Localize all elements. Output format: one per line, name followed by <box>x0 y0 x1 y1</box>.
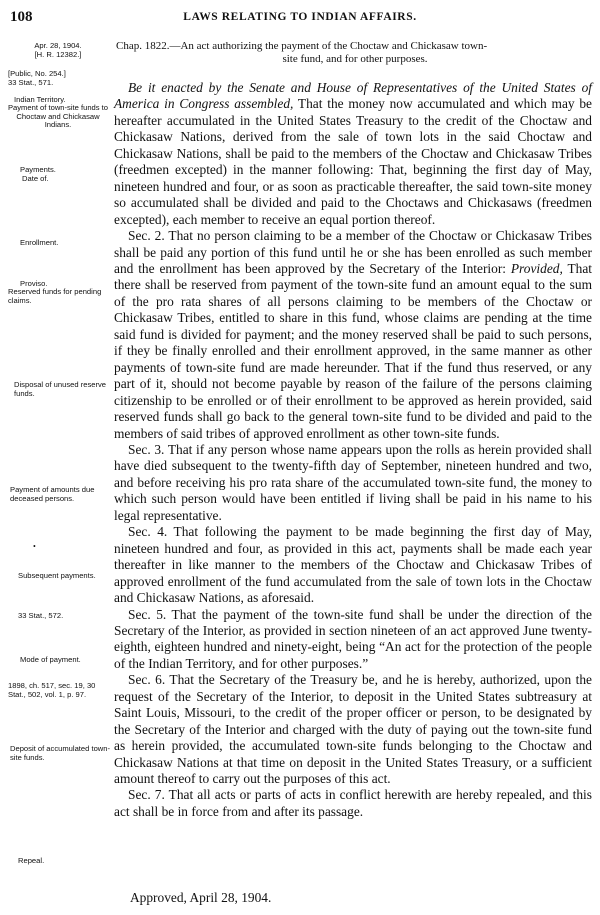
section-2-text-a: Sec. 2. That no person claiming to be a member of the Choctaw or Chickasaw Tribes shall be paid any portion of this fund until he or she has been enrolled as such member and the enrollment has been approved by the Secretary of the Interior: <box>114 228 592 276</box>
margin-stat: 33 Stat., 571. <box>8 78 54 87</box>
margin-proviso: Proviso. <box>20 279 48 288</box>
margin-citation: 1898, ch. 517, sec. 19, 30 Stat., 502, vol. 1, p. 97. <box>8 681 96 699</box>
margin-repeal: Repeal. <box>18 856 45 865</box>
margin-public: [Public, No. 254.] <box>8 69 66 78</box>
margin-mode: Mode of payment. <box>20 655 81 664</box>
section-6: Sec. 6. That the Secretary of the Treasury be, and he is hereby, authorized, upon the request of the Secretary of the Interior, to deposit in the United States subtreasury at Saint Louis, Missouri, to the credit of the proper officer or person, to be designated by the Secretary of the Interior and charged with the duty of paying out the town-site fund as herein provided, the accumulated town-site funds belonging to the Choctaw and Chickasaw Nations at that time on deposit in the United States Treasury, or a sufficient amount thereof to carry out the purposes of this act. <box>114 672 592 787</box>
margin-dot: • <box>33 542 36 551</box>
section-2-provided: Provided, <box>510 260 563 276</box>
enacting-clause-text: That the money now accumulated and which may be hereafter accumulated in the United States Treasury to the credit of the Choctaw and Chickasaw Nations, derived from the sale of town lots in the said Choctaw and Chickasaw Nations, shall be paid to the members of the Choctaw and Chickasaw Tribes (freedmen excepted) in the manner following: That, beginning the first day of May, nineteen hundred and four, or as soon as practicable thereafter, the said town-site money so accumulated shall be divided and paid to the Choctaws and Chickasaws (freedmen excepted), each member to receive an equal portion thereof. <box>114 96 593 227</box>
margin-bill: [H. R. 12382.] <box>34 50 82 59</box>
approved-line: Approved, April 28, 1904. <box>130 890 272 905</box>
section-3: Sec. 3. That if any person whose name appears upon the rolls as herein provided shall have died subsequent to the twenty-fifth day of September, nineteen hundred and two, and before receiving his pro rata share of the accumulated town-site fund, the money to which such person would have been entitled if living shall be paid in his name to his legal representative. <box>114 441 592 523</box>
chapter-heading <box>116 40 594 65</box>
margin-indian-territory: Indian Territory. <box>14 95 66 104</box>
chapter-title-line2: site fund, and for other purposes. <box>282 52 428 65</box>
section-7: Sec. 7. That all acts or parts of acts in conflict herewith are hereby repealed, and this act shall be in force from and after its passage. <box>114 787 592 819</box>
margin-date-of: Date of. <box>22 174 49 183</box>
section-2-text-b: That there shall be reserved from payment of the town-site fund an amount equal to the sum of the pro rata shares of all persons claiming to be members of the Choctaw or Chickasaw Tribes, entitled to share in this fund, whose claims are pending at the time said fund is divided for payment; and the money reserved shall be paid to such persons, if they be finally enrolled and their enrollment approved, in the same manner as other payments of town-site fund are made hereunder. That if the fund thus reserved, or any part of it, should not become payable by reason of the failure of the persons claiming citizenship to be enrolled or of their enrollment to be approved as herein provided, said reserved funds shall go back to the general town-site fund to be divided and paid to the members of said tribes of approved enrollment as other town-site funds. <box>114 260 592 441</box>
statute-body <box>114 80 592 820</box>
margin-payment-fund: Payment of town-site funds to Choctaw and Chickasaw Indians. <box>7 103 109 130</box>
margin-deposit: Deposit of accumulated town-site funds. <box>10 744 111 762</box>
running-head: LAWS RELATING TO INDIAN AFFAIRS. <box>183 11 417 23</box>
margin-enrollment: Enrollment. <box>20 238 59 247</box>
section-2 <box>114 228 592 442</box>
enacting-clause <box>114 80 592 228</box>
page-header <box>0 9 600 27</box>
margin-date: Apr. 28, 1904. <box>34 41 82 50</box>
margin-payment-deceased: Payment of amounts due deceased persons. <box>10 485 95 503</box>
margin-reserved-funds: Reserved funds for pending claims. <box>8 287 102 305</box>
section-4: Sec. 4. That following the payment to be made beginning the first day of May, nineteen hundred and four, as provided in this act, payments shall be made each year thereafter in like manner to the members of the Choctaw and Chickasaw Tribes of approved enrollment of the fund accumulated from the sale of town lots in the Choctaw and Chickasaw Nations, as aforesaid. <box>114 524 592 606</box>
margin-stat-572: 33 Stat., 572. <box>18 611 64 620</box>
margin-disposal: Disposal of unused reserve funds. <box>14 380 107 398</box>
enacting-clause-italic: Be it enacted by the Senate and House of Representatives of the United States of America in Congress assembled, <box>114 80 592 112</box>
margin-payments: Payments. <box>20 165 56 174</box>
page-number: 108 <box>10 9 33 25</box>
margin-subsequent: Subsequent payments. <box>18 571 96 580</box>
section-5: Sec. 5. That the payment of the town-site fund shall be under the direction of the Secretary of the Interior, as provided in section nineteen of an act approved June twenty-eighth, eighteen hundred and ninety-eight, being “An act for the protection of the people of the Indian Territory, and for other purposes.” <box>114 606 592 671</box>
chapter-title-line1: Chap. 1822.—An act authorizing the payment of the Choctaw and Chickasaw town- <box>116 40 488 52</box>
